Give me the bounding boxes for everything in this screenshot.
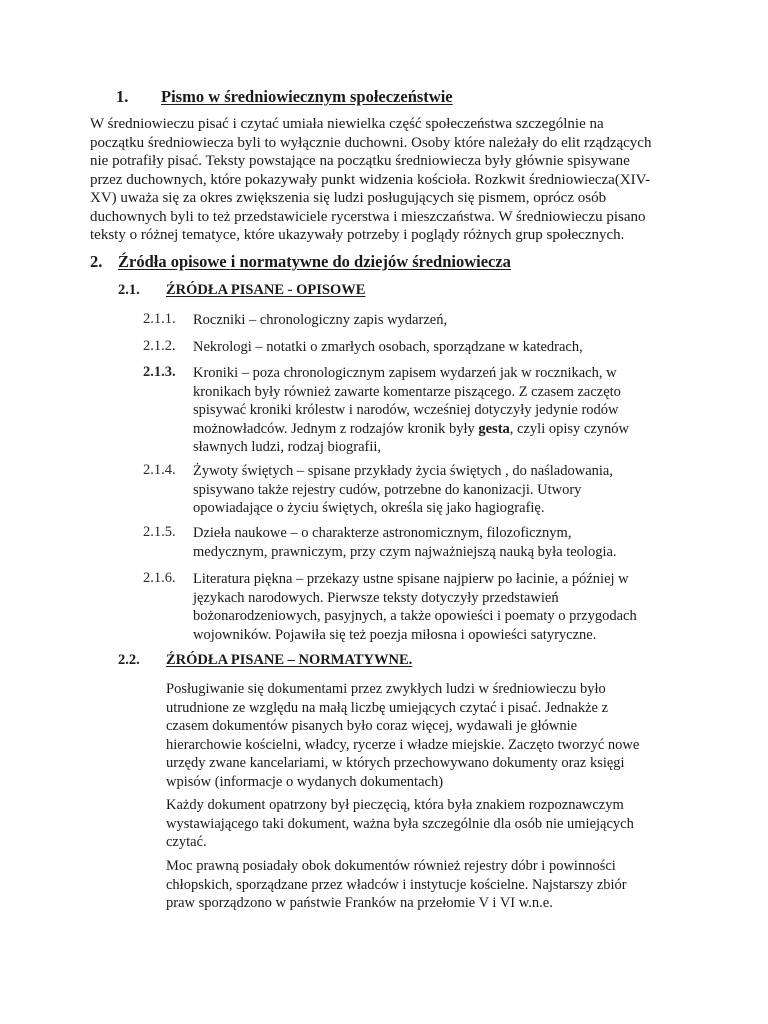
- item-line: medycznym, prawniczym, przy czym najważniejszą nauką była teologia.: [193, 543, 617, 560]
- item-line: Kroniki – poza chronologicznym zapisem wydarzeń jak w rocznikach, w: [193, 365, 617, 381]
- paragraph-line: teksty o różnej tematyce, które ukazywały potrzeby i poglądy różnych grup społecznych.: [90, 227, 625, 243]
- normative-paragraph-3: [166, 857, 696, 913]
- section-1-paragraph: [90, 115, 690, 245]
- paragraph-line: przez duchownych, które pokazywały punkt widzenia kościoła. Rozkwit średniowiecza(XIV-: [90, 171, 651, 188]
- paragraph-line: urzędy zwane kancelariami, w których przechowywano dokumenty oraz księgi: [166, 755, 625, 771]
- item-2-1-5-text: [193, 524, 693, 561]
- paragraph-line: nie potrafiły pisać. Teksty powstające na początku średniowiecza były głównie spisywane: [90, 153, 630, 169]
- item-line: wojowników. Pojawiła się też poezja miłosna i opowieści satyryczne.: [193, 626, 597, 643]
- item-line: spisywano także rejestry cudów, potrzebne do kanonizacji. Utwory: [193, 481, 582, 498]
- paragraph-line: chłopskich, sporządzane przez władców i instytucje kościelne. Najstarszy zbiór: [166, 876, 627, 893]
- paragraph-line: początku średniowiecza byli to wyłącznie duchowni. Osoby które należały do elit rządzących: [90, 134, 652, 151]
- item-2-1-4-text: [193, 462, 693, 518]
- normative-paragraph-2: [166, 796, 696, 852]
- paragraph-line: utrudnione ze względu na małą liczbę umiejących czytać i pisać. Jednakże z: [166, 699, 609, 716]
- item-2-1-5-number: 2.1.5.: [143, 524, 176, 540]
- item-2-1-2-number: 2.1.2.: [143, 338, 176, 354]
- paragraph-line: Posługiwanie się dokumentami przez zwykłych ludzi w średniowieczu było: [166, 681, 606, 697]
- subsection-2-1-title: ŹRÓDŁA PISANE - OPISOWE: [166, 282, 366, 298]
- item-line: sławnych ludzi, rodzaj biografii,: [193, 439, 382, 455]
- section-1-number: 1.: [116, 87, 129, 106]
- item-2-1-6-number: 2.1.6.: [143, 570, 176, 586]
- item-line: Nekrologi – notatki o zmarłych osobach, sporządzane w katedrach,: [193, 339, 583, 355]
- paragraph-line: wystawiającego taki dokument, ważna była szczególnie dla osób nie umiejących: [166, 815, 634, 832]
- paragraph-line: wpisów (informacje o wydanych dokumentach): [166, 773, 444, 790]
- item-line: opowiadające o życiu świętych, określa się jako hagiografię.: [193, 500, 545, 516]
- item-line: Literatura piękna – przekazy ustne spisane najpierw po łacinie, a później w: [193, 571, 629, 587]
- item-line: bożonarodzeniowych, pasyjnych, a także opowieści i poematy o przygodach: [193, 608, 637, 624]
- subsection-2-2-title: ŹRÓDŁA PISANE – NORMATYWNE.: [166, 652, 413, 668]
- section-1-title: Pismo w średniowiecznym społeczeństwie: [161, 87, 453, 106]
- item-line: Roczniki – chronologiczny zapis wydarzeń,: [193, 312, 448, 328]
- item-2-1-6-text: [193, 570, 693, 644]
- item-line: Żywoty świętych – spisane przykłady życia świętych , do naśladowania,: [193, 463, 613, 479]
- item-2-1-4-number: 2.1.4.: [143, 462, 176, 478]
- normative-paragraph-1: [166, 680, 696, 791]
- item-line: spisywać kroniki królestw i narodów, wcześniej dotyczyły jedynie rodów: [193, 402, 619, 418]
- item-line: [193, 420, 693, 439]
- item-2-1-1-text: [193, 311, 693, 330]
- paragraph-line: Moc prawną posiadały obok dokumentów również rejestry dóbr i powinności: [166, 858, 616, 874]
- item-2-1-3-text: [193, 364, 693, 457]
- item-2-1-2-text: [193, 338, 693, 357]
- paragraph-line: czytać.: [166, 834, 207, 850]
- paragraph-line: XV) uważa się za okres zwiększenia się ludzi posługujących się pismem, oprócz osób: [90, 190, 607, 206]
- subsection-2-1-number: 2.1.: [118, 282, 140, 298]
- item-2-1-1-number: 2.1.1.: [143, 311, 176, 327]
- paragraph-line: czasem dokumentów pisanych było coraz więcej, wydawali je głównie: [166, 718, 578, 734]
- item-line: kronikach były również zawarte komentarze piszącego. Z czasem zaczęto: [193, 383, 621, 400]
- paragraph-line: W średniowieczu pisać i czytać umiała niewielka część społeczeństwa szczególnie na: [90, 116, 604, 132]
- subsection-2-2-number: 2.2.: [118, 652, 140, 668]
- paragraph-line: Każdy dokument opatrzony był pieczęcią, która była znakiem rozpoznawczym: [166, 797, 624, 813]
- section-2-number: 2.: [90, 252, 103, 271]
- item-2-1-3-number: 2.1.3.: [143, 364, 176, 380]
- paragraph-line: duchownych byli to też przedstawiciele rycerstwa i mieszczaństwa. W średniowieczu pisano: [90, 208, 646, 225]
- item-line-end: , czyli opisy czynów: [509, 420, 629, 437]
- bold-term: gesta: [478, 420, 510, 437]
- paragraph-line: hierarchowie kościelni, władcy, rycerze i władze miejskie. Zaczęto tworzyć nowe: [166, 736, 640, 753]
- item-line: językach narodowych. Pierwsze teksty dotyczyły przedstawień: [193, 589, 559, 606]
- section-2-title: Źródła opisowe i normatywne do dziejów średniowiecza: [118, 252, 511, 271]
- item-line: Dzieła naukowe – o charakterze astronomicznym, filozoficznym,: [193, 525, 572, 541]
- paragraph-line: praw sporządzono w państwie Franków na przełomie V i VI w.n.e.: [166, 895, 553, 911]
- item-line-start: możnowładców. Jednym z rodzajów kronik były: [193, 420, 479, 437]
